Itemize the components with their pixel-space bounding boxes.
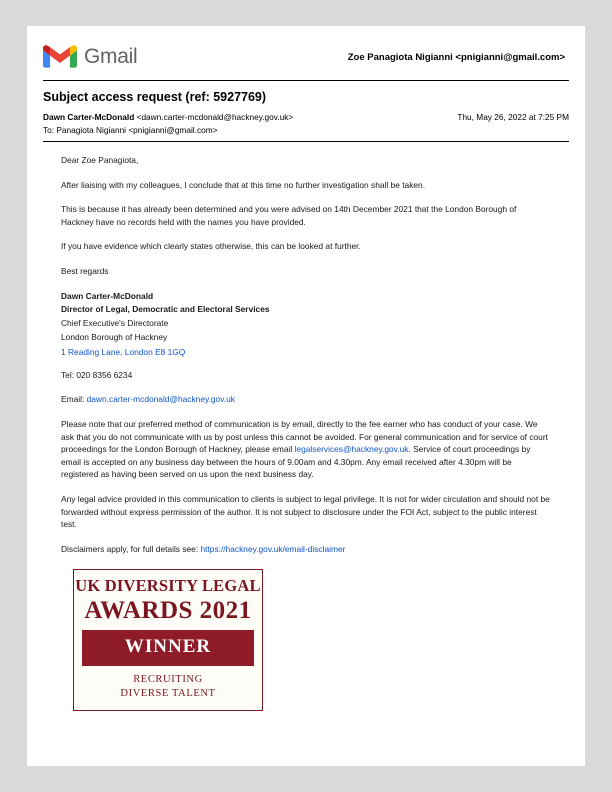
award-line-1: UK DIVERSITY LEGAL bbox=[75, 576, 261, 596]
email-header bbox=[27, 26, 585, 80]
email-contact-line bbox=[61, 393, 551, 406]
legal-services-email-link[interactable]: legalservices@hackney.gov.uk bbox=[294, 444, 409, 455]
notice-1-text-a: Please note that our preferred method of communication is by email, directly to the fee earner who has conduct of your case. We ask that you do not communicate with us by post unless this cannot be avoided. For general communication and for service of court proceedings for the London Borough of Hackney, please email bbox=[61, 418, 548, 455]
notice-paragraph-1 bbox=[61, 418, 551, 481]
notice-paragraph-2: Any legal advice provided in this communication to clients is subject to legal privilege. It is not for wider circulation and should not be forwarded without express permission of the author. It is not subject to disclosure under the FOI Act, subject to the public interest test. bbox=[61, 493, 550, 530]
signature-organisation: London Borough of Hackney bbox=[61, 332, 168, 343]
sender-name: Dawn Carter-McDonald bbox=[43, 112, 135, 122]
disclaimer-label: Disclaimers apply, for full details see: bbox=[61, 543, 201, 554]
signature-address-link[interactable]: 1 Reading Lane, London E8 1GQ bbox=[61, 347, 186, 358]
paragraph-1: After liaising with my colleagues, I conclude that at this time no further investigation shall be taken. bbox=[61, 179, 426, 190]
paragraph-2: This is because it has already been determined and you were advised on 14th December 2021 that the London Borough of Hackney have no records held with the names you have provided. bbox=[61, 204, 517, 227]
telephone-line: Tel: 020 8356 6234 bbox=[61, 369, 133, 380]
paragraph-3: If you have evidence which clearly states otherwise, this can be looked at further. bbox=[61, 241, 361, 252]
sender-address: <dawn.carter-mcdonald@hackney.gov.uk> bbox=[136, 112, 294, 122]
email-subject: Subject access request (ref: 5927769) bbox=[43, 90, 267, 104]
signature-title: Director of Legal, Democratic and Electoral Services bbox=[61, 304, 270, 315]
sign-off: Best regards bbox=[61, 266, 109, 277]
greeting: Dear Zoe Panagiota, bbox=[61, 155, 139, 165]
disclaimer-link[interactable]: https://hackney.gov.uk/email-disclaimer bbox=[200, 543, 346, 554]
award-line-3b: DIVERSE TALENT bbox=[120, 687, 216, 699]
disclaimer-line bbox=[61, 543, 551, 556]
email-meta bbox=[27, 112, 585, 124]
notice-1-text-b: . Service of court proceedings by email is accepted on any business day between the hours of 9.00am and 4.30pm. Any email received after 4.30pm will be registered as having been served on us upon the next business day. bbox=[61, 444, 531, 480]
email-sheet bbox=[27, 26, 585, 766]
recipient-line: To: Panagiota Nigianni <pnigianni@gmail.com> bbox=[43, 125, 218, 135]
account-email: Zoe Panagiota Nigianni <pnigianni@gmail.com> bbox=[347, 51, 565, 63]
email-date: Thu, May 26, 2022 at 7:25 PM bbox=[457, 112, 569, 122]
award-winner-banner: WINNER bbox=[82, 630, 254, 666]
signature-block bbox=[61, 290, 551, 359]
gmail-logo bbox=[43, 44, 137, 70]
award-badge-image bbox=[73, 569, 263, 710]
award-line-3a: RECRUITING bbox=[133, 673, 203, 685]
signature-name: Dawn Carter-McDonald bbox=[61, 290, 154, 301]
email-body bbox=[27, 142, 585, 711]
gmail-wordmark: Gmail bbox=[84, 45, 138, 68]
award-line-2: AWARDS 2021 bbox=[84, 596, 252, 624]
signature-department: Chief Executive's Directorate bbox=[61, 317, 169, 328]
email-contact-link[interactable]: dawn.carter-mcdonald@hackney.gov.uk bbox=[86, 394, 235, 405]
sender-line bbox=[43, 112, 293, 122]
gmail-m-icon bbox=[43, 44, 77, 70]
email-contact-label: Email: bbox=[61, 394, 85, 405]
